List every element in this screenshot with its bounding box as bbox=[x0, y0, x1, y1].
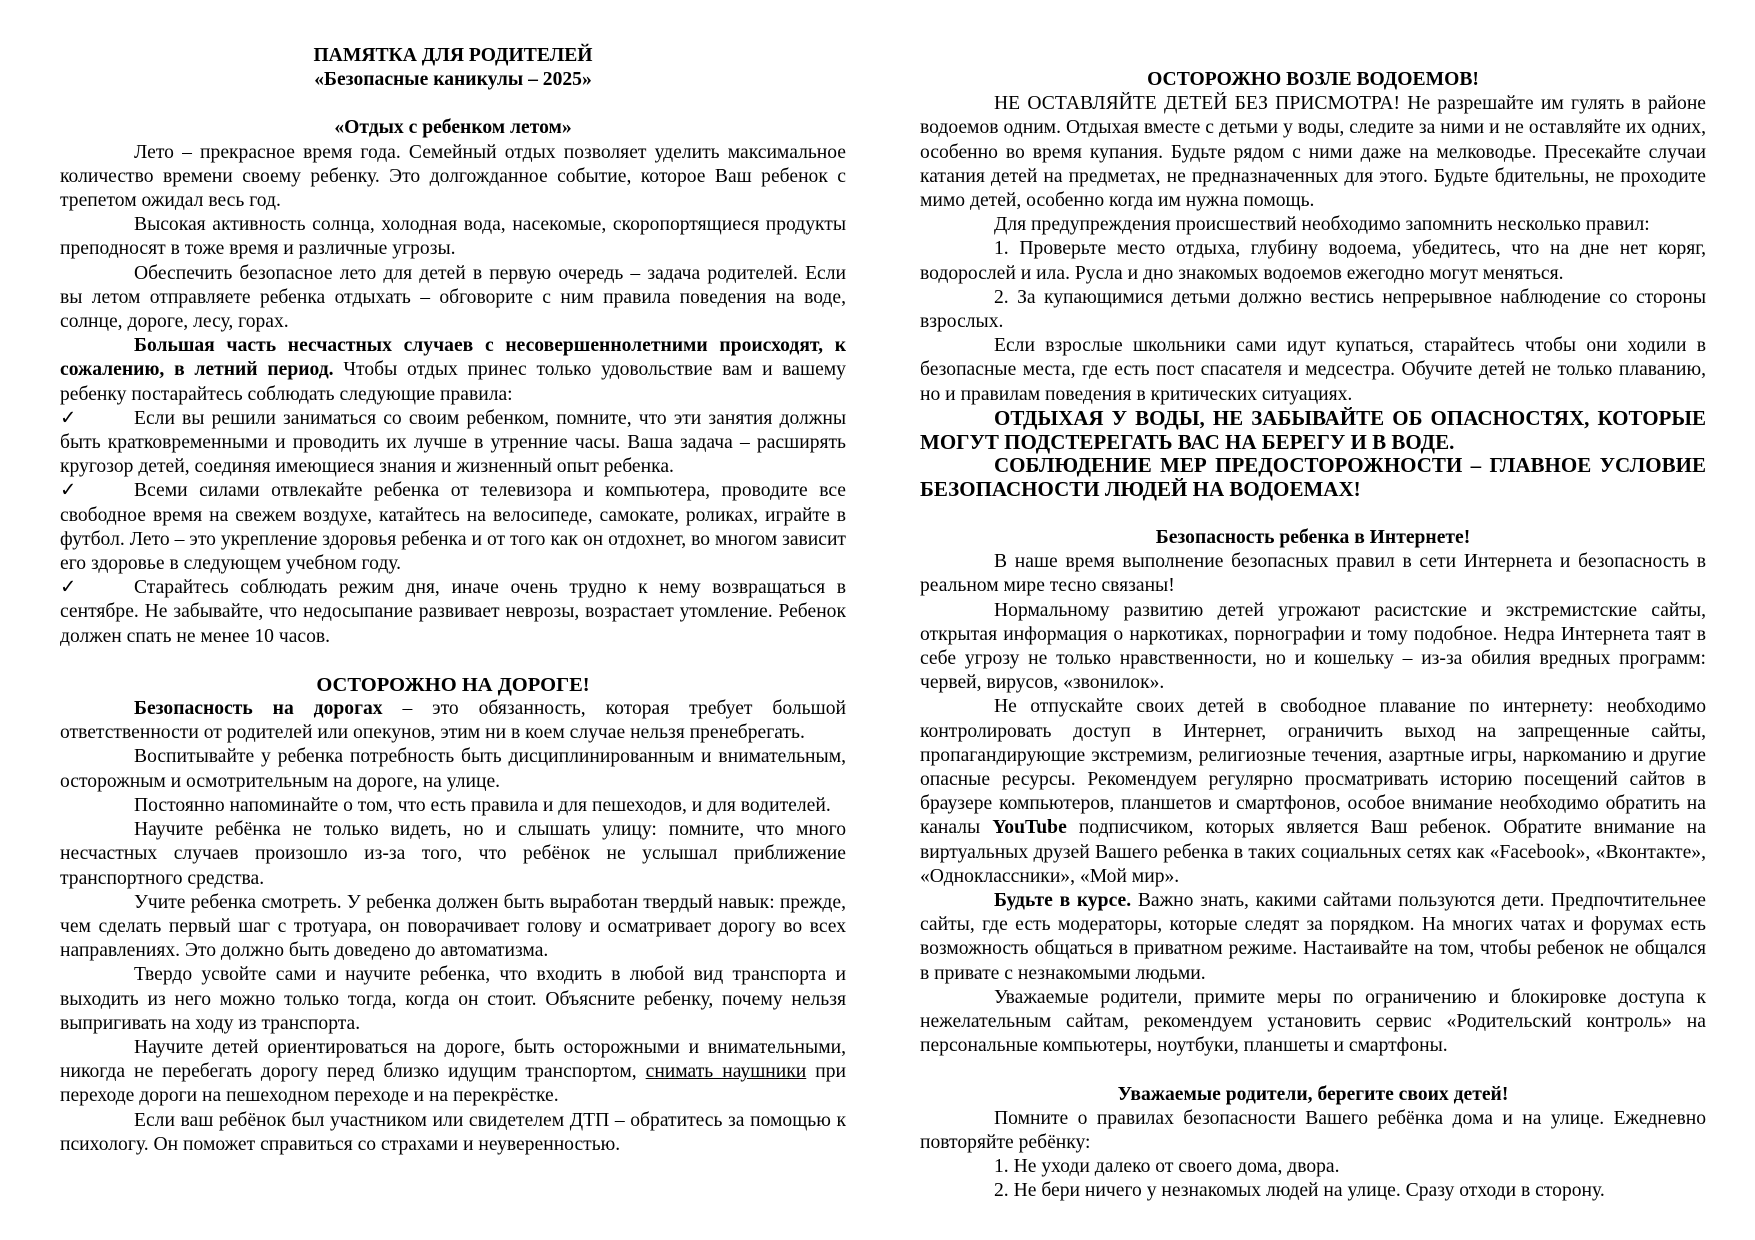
paragraph: Для предупреждения происшествий необходимо запомнить несколько правил: bbox=[994, 214, 1650, 236]
check-item-text: Всеми силами отвлекайте ребенка от телевизора и компьютера, проводите все свободное время на свежем воздухе, катайтесь на велосипеде, самокате, роликах, играйте в футбол. Лето – это укрепление здоровья ребенка и от того как он отдохнет, во многом зависит его здоровье в следующем учебном году. bbox=[60, 480, 846, 575]
check-item-text: Если вы решили заниматься со своим ребенком, помните, что эти занятия должны быть кратковременными и проводить их лучше в утренние часы. Ваша задача – расширять кругозор детей, соединяя имеющиеся знания и жизненный опыт ребенка. bbox=[60, 407, 846, 478]
paragraph: Если взрослые школьники сами идут купаться, старайтесь чтобы они ходили в безопасные места, где есть пост спасателя и медсестра. Обучите детей не только плаванию, но и правилам поведения в критических ситуациях. bbox=[920, 335, 1706, 405]
paragraph: Постоянно напоминайте о том, что есть правила и для пешеходов, и для водителей. bbox=[134, 794, 831, 816]
checkmark-icon: ✓ bbox=[60, 407, 77, 429]
left-column bbox=[60, 0, 846, 1157]
road-section-title: ОСТОРОЖНО НА ДОРОГЕ! bbox=[316, 673, 590, 696]
paragraph: Лето – прекрасное время года. Семейный отдых позволяет уделить максимальное количество времени своему ребенку. Это долгожданное событие, которое Ваш ребенок с трепетом ожидал весь год. bbox=[60, 141, 846, 212]
checkmark-icon: ✓ bbox=[60, 480, 77, 502]
paragraph bbox=[920, 889, 1706, 986]
care-section-title: Уважаемые родители, берегите своих детей! bbox=[1117, 1083, 1509, 1105]
paragraph-text: Важно знать, какими сайтами пользуются дети. Предпочтительнее сайты, где есть модераторы, которые следят за порядком. На многих чатах и форумах есть возможность общаться в приватном режиме. Настаивайте на том, чтобы ребенок не общался в привате с незнакомыми людьми. bbox=[920, 890, 1706, 984]
paragraph bbox=[920, 695, 1706, 889]
internet-section-title: Безопасность ребенка в Интернете! bbox=[1155, 527, 1471, 549]
paragraph-text: подписчиком, которых является Ваш ребенок. Обратите внимание на виртуальных друзей Вашего ребенка в таких социальных сетях как «Facebook», «Вконтакте», «Одноклассники», «Мой мир». bbox=[920, 817, 1706, 887]
paragraph: Обеспечить безопасное лето для детей в первую очередь – задача родителей. Если вы летом отправляете ребенка отдыхать – обговорите с ним правила поведения на воде, солнце, дороге, лесу, горах. bbox=[60, 262, 846, 333]
paragraph: В наше время выполнение безопасных правил в сети Интернета и безопасность в реальном мире тесно связаны! bbox=[920, 551, 1706, 597]
water-section-title: ОСТОРОЖНО ВОЗЛЕ ВОДОЕМОВ! bbox=[1147, 69, 1479, 90]
paragraph: Твердо усвойте сами и научите ребенка, что входить в любой вид транспорта и выходить из него можно только тогда, когда он стоит. Объясните ребенку, почему нельзя выпригивать на ходу из транспорта. bbox=[60, 964, 846, 1034]
paragraph: Учите ребенка смотреть. У ребенка должен быть выработан твердый навык: прежде, чем сделать первый шаг с тротуара, он поворачивает голову и осматривает дорогу во всех направлениях. Это должно быть доведено до автоматизма. bbox=[60, 891, 846, 962]
checkmark-icon: ✓ bbox=[60, 577, 77, 599]
paragraph: Научите ребёнка не только видеть, но и слышать улицу: помните, что много несчастных случаев произошло из-за того, что ребёнок не услышал приближение транспортного средства. bbox=[60, 819, 846, 889]
check-item-text: Старайтесь соблюдать режим дня, иначе очень трудно к нему возвращаться в сентябре. Не забывайте, что недосыпание развивает неврозы, возрастает утомление. Ребенок должен спать не менее 10 часов. bbox=[60, 577, 846, 647]
paragraph: Высокая активность солнца, холодная вода, насекомые, скоропортящиеся продукты преподносят в тоже время и различные угрозы. bbox=[60, 214, 846, 260]
check-item bbox=[60, 407, 846, 480]
water-warning: СОБЛЮДЕНИЕ МЕР ПРЕДОСТОРОЖНОСТИ – ГЛАВНОЕ УСЛОВИЕ БЕЗОПАСНОСТИ ЛЮДЕЙ НА ВОДОЕМАХ! bbox=[920, 453, 1706, 502]
paragraph-text: Чтобы отдых принес только удовольствие вам и вашему ребенку постарайтесь соблюдать следующие правила: bbox=[60, 359, 846, 405]
paragraph: Нормальному развитию детей угрожают расистские и экстремистские сайты, открытая информация о наркотиках, порнографии и тому подобное. Недра Интернета таят в себе угрозу не только нравственности, но и кошельку – из-за обилия вредных программ: червей, вирусов, «звонилок». bbox=[920, 599, 1706, 694]
paragraph bbox=[60, 697, 846, 745]
check-item bbox=[60, 576, 846, 649]
paragraph: Воспитывайте у ребенка потребность быть дисциплинированным и внимательным, осторожным и осмотрительным на дороге, на улице. bbox=[60, 746, 846, 792]
paragraph-text: Научите детей ориентироваться на дороге, быть осторожными и внимательными, никогда не перебегать дорогу перед близко идущим транспортом, bbox=[60, 1036, 846, 1083]
check-item bbox=[60, 479, 846, 576]
summer-section-title: «Отдых с ребенком летом» bbox=[334, 117, 572, 139]
right-column bbox=[920, 0, 1706, 1204]
list-item: 2. Не бери ничего у незнакомых людей на улице. Сразу отходи в сторону. bbox=[994, 1180, 1605, 1202]
memo-header-title: ПАМЯТКА ДЛЯ РОДИТЕЛЕЙ bbox=[313, 45, 593, 66]
bold-lead: Будьте в курсе. bbox=[994, 890, 1132, 912]
paragraph: Помните о правилах безопасности Вашего ребёнка дома и на улице. Ежедневно повторяйте ребёнку: bbox=[920, 1107, 1706, 1153]
paragraph: Уважаемые родители, примите меры по ограничению и блокировке доступа к нежелательным сайтам, рекомендуем установить сервис «Родительский контроль» на персональные компьютеры, ноутбуки, планшеты и смартфоны. bbox=[920, 986, 1706, 1057]
bold-text: YouTube bbox=[992, 817, 1067, 839]
paragraph: 1. Проверьте место отдыха, глубину водоема, убедитесь, что на дне нет коряг, водорослей и ила. Русла и дно знакомых водоемов ежегодно могут меняться. bbox=[920, 238, 1706, 284]
paragraph-text: Не отпускайте своих детей в свободное плавание по интернету: необходимо контролировать доступ в Интернет, ограничить выход на запрещенные сайты, пропагандирующие экстремизм, религиозные течения, азартные игры, наркоманию и другие опасные ресурсы. Рекомендуем регулярно просматривать историю посещений сайтов в браузере компьютеров, планшетов и смартфонов, особое внимание необходимо обратить на каналы bbox=[920, 696, 1706, 839]
paragraph: 2. За купающимися детьми должно вестись непрерывное наблюдение со стороны взрослых. bbox=[920, 286, 1706, 333]
paragraph bbox=[60, 1036, 846, 1109]
water-warning: ОТДЫХАЯ У ВОДЫ, НЕ ЗАБЫВАЙТЕ ОБ ОПАСНОСТЯХ, КОТОРЫЕ МОГУТ ПОДСТЕРЕГАТЬ ВАС НА БЕРЕГУ И В ВОДЕ. bbox=[920, 405, 1706, 454]
bold-lead: Большая часть несчастных случаев с несовершеннолетними происходят, к сожалению, в летний период. bbox=[60, 335, 846, 381]
paragraph-text: при переходе дороги на пешеходном переходе и на перекрёстке. bbox=[60, 1061, 846, 1107]
bold-lead: Безопасность на дорогах bbox=[134, 698, 383, 720]
paragraph: Если ваш ребёнок был участником или свидетелем ДТП – обратитесь за помощью к психологу. Он поможет справиться со страхами и неуверенностью. bbox=[60, 1109, 846, 1155]
paragraph bbox=[60, 334, 846, 407]
underlined-text: снимать наушники bbox=[645, 1061, 807, 1083]
memo-header-subtitle: «Безопасные каникулы – 2025» bbox=[314, 69, 592, 91]
list-item: 1. Не уходи далеко от своего дома, двора. bbox=[994, 1156, 1340, 1178]
paragraph-text: – это обязанность, которая требует большой ответственности от родителей или опекунов, этим ни в коем случае нельзя пренебрегать. bbox=[60, 698, 846, 744]
paragraph: НЕ ОСТАВЛЯЙТЕ ДЕТЕЙ БЕЗ ПРИСМОТРА! Не разрешайте им гулять в районе водоемов одним. Отдыхая вместе с детьми у воды, следите за ними и не оставляйте их одних, особенно во время купания. Будьте рядом с ними даже на мелководье. Пресекайте случаи катания детей на предметах, не предназначенных для этого. Будьте бдительны, не проходите мимо детей, особенно когда им нужна помощь. bbox=[920, 93, 1706, 212]
